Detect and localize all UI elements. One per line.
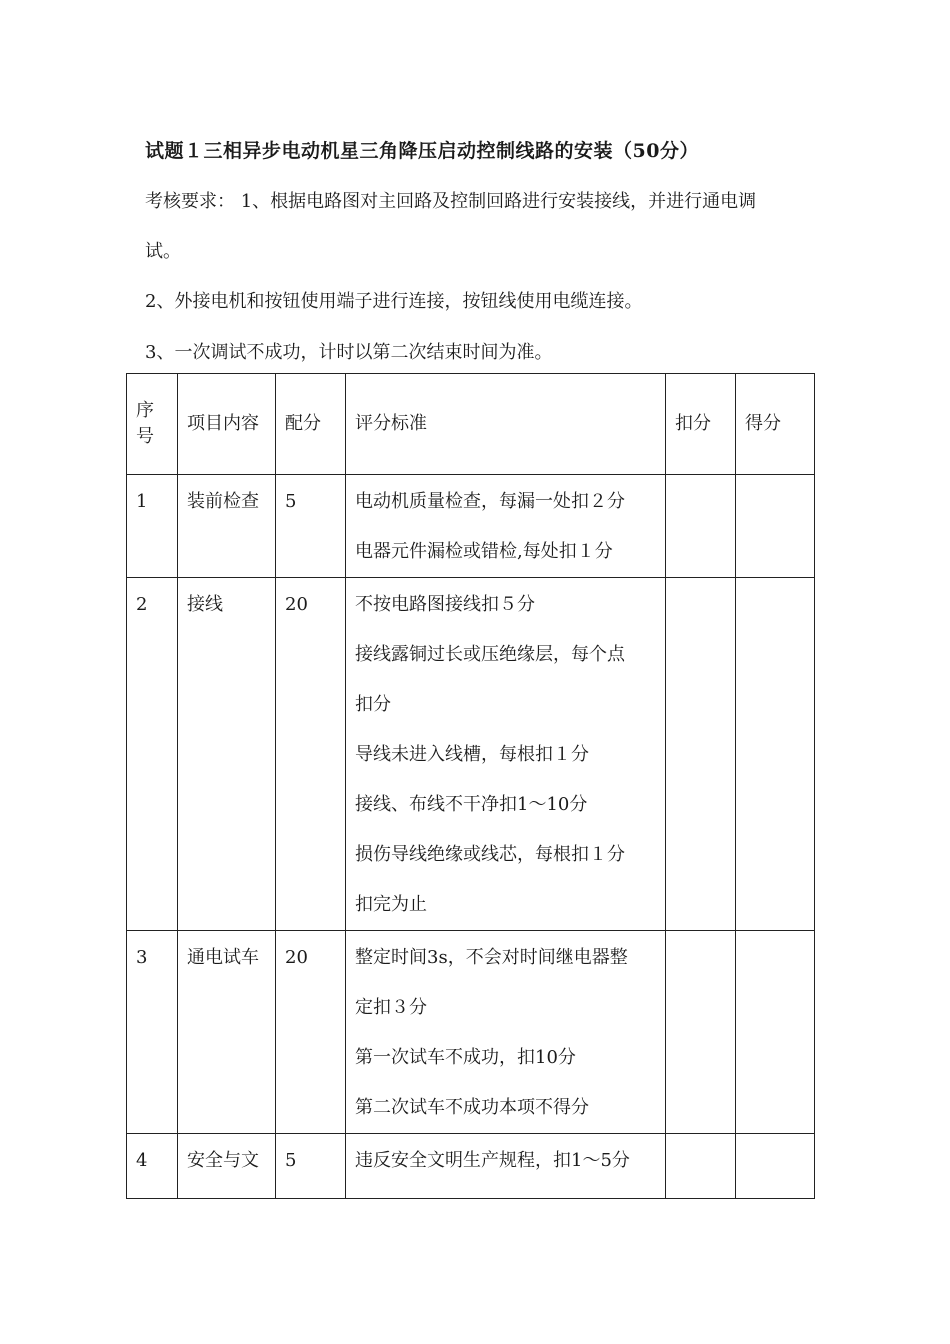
- scoring-table: [126, 373, 815, 1199]
- row-criteria: [346, 1134, 666, 1199]
- criteria-line: 不按电路图接线扣５分: [355, 594, 535, 615]
- criteria-line: 扣分: [355, 694, 391, 715]
- criteria-line: 接线露铜过长或压绝缘层，每个点: [355, 644, 625, 665]
- table-row: [127, 475, 815, 578]
- exam-title: 试题１三相异步电动机星三角降压启动控制线路的安装（50分）: [145, 140, 699, 162]
- header-criteria: 评分标准: [346, 374, 666, 475]
- row-criteria: [346, 931, 666, 1134]
- row-score: [736, 1134, 815, 1199]
- row-item: 安全与文: [178, 1134, 276, 1199]
- requirement-line-1: 考核要求： 1、根据电路图对主回路及控制回路进行安装接线，并进行通电调: [145, 191, 757, 212]
- row-seq: 3: [127, 931, 178, 1134]
- row-seq: 1: [127, 475, 178, 578]
- requirement-line-3: 3、一次调试不成功，计时以第二次结束时间为准。: [145, 342, 553, 363]
- criteria-line: 违反安全文明生产规程，扣1～5分: [355, 1150, 630, 1171]
- criteria-line: 导线未进入线槽，每根扣１分: [355, 744, 589, 765]
- row-points: 20: [276, 931, 346, 1134]
- row-seq: 2: [127, 578, 178, 931]
- criteria-line: 第一次试车不成功，扣10分: [355, 1047, 576, 1068]
- row-deduct: [666, 475, 736, 578]
- row-points: 5: [276, 1134, 346, 1199]
- requirement-line-2: 2、外接电机和按钮使用端子进行连接，按钮线使用电缆连接。: [145, 291, 643, 312]
- row-item: 通电试车: [178, 931, 276, 1134]
- row-deduct: [666, 931, 736, 1134]
- table-row: [127, 931, 815, 1134]
- criteria-line: 电动机质量检查，每漏一处扣２分: [355, 491, 625, 512]
- criteria-line: 扣完为止: [355, 894, 427, 915]
- row-criteria: [346, 475, 666, 578]
- row-deduct: [666, 578, 736, 931]
- header-seq-top: 序: [136, 400, 154, 421]
- table-row: [127, 578, 815, 931]
- header-seq-bottom: 号: [136, 426, 154, 447]
- criteria-line: 第二次试车不成功本项不得分: [355, 1097, 589, 1118]
- table-header-row: [127, 374, 815, 475]
- header-deduct: 扣分: [666, 374, 736, 475]
- header-score: 得分: [736, 374, 815, 475]
- row-deduct: [666, 1134, 736, 1199]
- row-seq: 4: [127, 1134, 178, 1199]
- criteria-line: 损伤导线绝缘或线芯，每根扣１分: [355, 844, 625, 865]
- row-score: [736, 578, 815, 931]
- header-points: 配分: [276, 374, 346, 475]
- header-item: 项目内容: [178, 374, 276, 475]
- table-row: [127, 1134, 815, 1199]
- row-points: 20: [276, 578, 346, 931]
- criteria-line: 电器元件漏检或错检,每处扣１分: [355, 541, 613, 562]
- header-seq: [127, 374, 178, 475]
- row-item: 接线: [178, 578, 276, 931]
- row-criteria: [346, 578, 666, 931]
- criteria-line: 接线、布线不干净扣1～10分: [355, 794, 588, 815]
- row-score: [736, 475, 815, 578]
- criteria-line: 定扣３分: [355, 997, 427, 1018]
- criteria-line: 整定时间3s，不会对时间继电器整: [355, 947, 628, 968]
- requirement-line-1-continued: 试。: [145, 241, 181, 262]
- row-points: 5: [276, 475, 346, 578]
- row-score: [736, 931, 815, 1134]
- row-item: 装前检查: [178, 475, 276, 578]
